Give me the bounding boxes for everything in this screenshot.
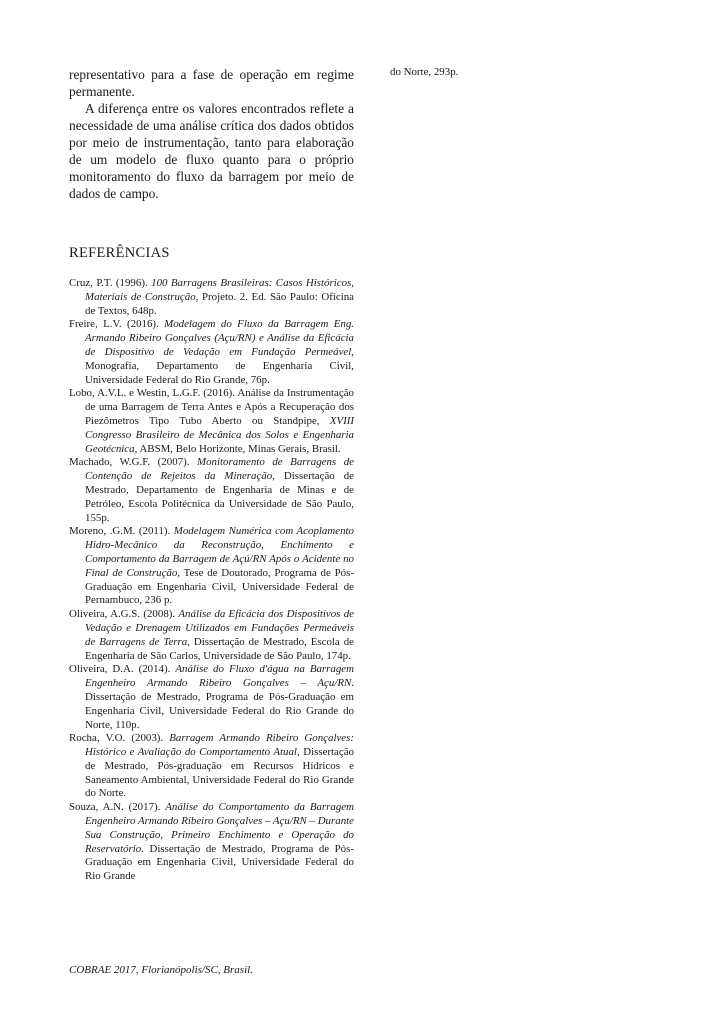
reference-title: Análise do Fluxo d'água na Barragem Engenheiro Armando Ribeiro Gonçalves – Açu/RN (85, 663, 354, 690)
reference-suffix: , Dissertação de Mestrado, Escola de Engenharia de São Carlos, Universidade de São Paulo, 174p. (85, 635, 354, 662)
right-column (390, 66, 680, 80)
reference-prefix: Oliveira, A.G.S. (2008). (69, 608, 179, 621)
references-list (69, 277, 354, 884)
reference-continuation: do Norte, 293p. (390, 66, 459, 78)
reference-suffix: , Dissertação de Mestrado, Pós-graduação em Recursos Hídricos e Saneamento Ambiental, Universidade Federal do Rio Grande do Norte. (85, 746, 355, 800)
reference-item (69, 732, 354, 801)
body-paragraph-1: representativo para a fase de operação em regime permanente. (69, 67, 354, 99)
reference-item (69, 456, 354, 525)
reference-suffix: , Tese de Doutorado, Programa de Pós-Graduação em Engenharia Civil, Universidade Federal de Pernambuco, 236 p. (85, 566, 354, 607)
body-paragraph-2: A diferença entre os valores encontrados reflete a necessidade de uma análise crítica dos dados obtidos por meio de instrumentação, tanto para elaboração de um modelo de fluxo quanto para o próprio monitoramento do fluxo da barragem por meio de dados de campo. (69, 101, 354, 201)
reference-suffix: , Monografia, Departamento de Engenharia Civil, Universidade Federal do Rio Grande, 76p. (85, 345, 354, 386)
reference-prefix: Souza, A.N. (2017). (69, 801, 166, 814)
reference-title: Análise da Eficácia dos Dispositivos de Vedação e Drenagem Utilizados em Fundações Permeáveis de Barragens de Terra (85, 608, 354, 648)
reference-item (69, 525, 354, 608)
reference-title: Modelagem Numérica com Acoplamento Hidro-Mecânico da Reconstrução, Enchimento e Comportamento da Barragem de Açú/RN Após o Acidente no Final de Construção (85, 525, 354, 579)
reference-title: 100 Barragens Brasileiras: Casos Históricos, Materiais de Construção (85, 277, 354, 303)
reference-prefix: Rocha, V.O. (2003). (69, 732, 170, 745)
reference-title: XVIII Congresso Brasileiro de Mecânica dos Solos e Engenharia Geotécnica (85, 414, 354, 455)
reference-suffix: , Projeto. 2. Ed. São Paulo: Oficina de Textos, 648p. (85, 290, 354, 317)
reference-item (69, 387, 354, 456)
reference-prefix: Lobo, A.V.L. e Westin, L.G.F. (2016). Análise da Instrumentação de uma Barragem de Terra Antes e Após a Recuperação dos Piezômetros Tipo Tubo Aberto ou Standpipe, (69, 387, 354, 427)
references-heading: REFERÊNCIAS (69, 245, 170, 261)
reference-item (69, 277, 354, 318)
reference-item (69, 608, 354, 663)
reference-prefix: Cruz, P.T. (1996). (69, 277, 152, 289)
reference-prefix: Machado, W.G.F. (2007). (69, 456, 197, 469)
reference-title: Modelagem do Fluxo da Barragem Eng. Armando Ribeiro Gonçalves (Açu/RN) e Análise da Eficácia de Dispositivo de Vedação em Fundação Permeável (85, 318, 354, 358)
reference-suffix: . Dissertação de Mestrado, Programa de Pós-Graduação em Engenharia Civil, Universidade Federal do Rio Grande do Norte, 110p. (85, 677, 354, 731)
reference-prefix: Moreno, .G.M. (2011). (69, 525, 174, 538)
left-column (69, 66, 354, 884)
reference-item (69, 663, 354, 732)
page-footer: COBRAE 2017, Florianópolis/SC, Brasil. (69, 964, 253, 976)
reference-item (69, 318, 354, 387)
reference-item (69, 801, 354, 884)
reference-title: Barragem Armando Ribeiro Gonçalves: Histórico e Avaliação do Comportamento Atual (85, 732, 355, 759)
reference-suffix: , Dissertação de Mestrado, Departamento de Engenharia de Minas e de Petróleo, Escola Politécnica da Universidade de São Paulo, 155p. (85, 470, 354, 524)
reference-title: Monitoramento de Barragens de Contenção de Rejeitos da Mineração (85, 456, 354, 483)
reference-prefix: Oliveira, D.A. (2014). (69, 663, 176, 676)
reference-prefix: Freire, L.V. (2016). (69, 318, 165, 331)
reference-suffix: , ABSM, Belo Horizonte, Minas Gerais, Brasil. (134, 442, 341, 455)
reference-suffix: . Dissertação de Mestrado, Programa de Pós-Graduação em Engenharia Civil, Universidade Federal do Rio Grande (85, 842, 354, 883)
reference-title: Análise do Comportamento da Barragem Engenheiro Armando Ribeiro Gonçalves – Açu/RN – Durante Sua Construção, Primeiro Enchimento e Operação do Reservatório (85, 801, 355, 855)
